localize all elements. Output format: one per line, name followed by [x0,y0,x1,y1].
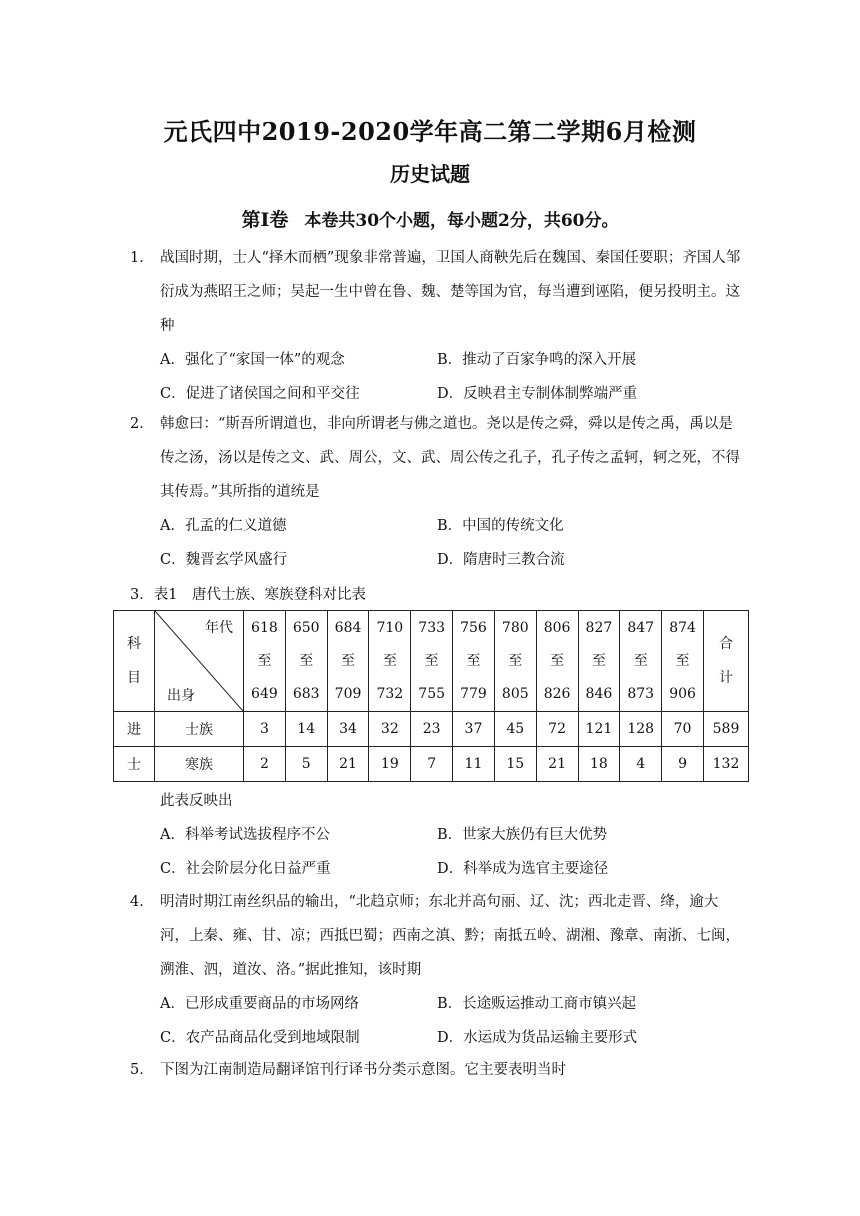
option-c: C．促进了诸侯国之间和平交往 [160,386,360,402]
question-4 [130,885,742,1055]
group-label-top: 进 [114,712,155,747]
question-number: 1． [130,250,154,266]
options [130,509,742,577]
table-cell: 4 [620,747,662,782]
question-stem [130,407,742,509]
group-label-bottom: 士 [114,747,155,782]
question-stem [130,885,742,987]
row-label: 士族 [155,712,244,747]
options [130,987,742,1055]
question-2 [130,407,742,577]
option-b: B．长途贩运推动工商市镇兴起 [437,996,637,1012]
exam-subtitle: 历史试题 [390,162,470,186]
table-cell: 32 [369,712,411,747]
period-header: 710 至 732 [369,611,411,712]
period-header: 780 至 805 [494,611,536,712]
period-header: 756 至 779 [453,611,495,712]
diagonal-header-cell [155,611,244,712]
options [130,343,742,411]
question-number: 4． [130,894,154,910]
option-d: D．水运成为货品运输主要形式 [437,1030,638,1046]
question-stem [130,241,742,343]
period-header: 874 至 906 [662,611,704,712]
section-description: 本卷共30个小题，每小题2分，共60分。 [304,211,619,231]
question-3-stem [130,580,366,610]
option-d: D．隋唐时三教合流 [437,552,565,568]
table-cell: 21 [536,747,578,782]
table-cell: 121 [578,712,620,747]
question-number: 2． [130,416,154,432]
option-c: C．农产品商品化受到地域限制 [160,1030,360,1046]
question-text: 战国时期，士人“择木而栖”现象非常普遍，卫国人商鞅先后在魏国、秦国任要职；齐国人邹衍成为燕昭王之师；吴起一生中曾在鲁、魏、楚等国为官，每当遭到诬陷，便另投明主。这种 [160,250,741,334]
option-b: B．中国的传统文化 [437,518,564,534]
row-label: 寒族 [155,747,244,782]
option-b: B．推动了百家争鸣的深入开展 [437,352,637,368]
table-cell: 9 [662,747,704,782]
table-cell: 7 [411,747,453,782]
table-cell: 23 [411,712,453,747]
period-header: 827 至 846 [578,611,620,712]
table-row [114,712,749,747]
period-header: 650 至 683 [285,611,327,712]
table-cell: 14 [285,712,327,747]
question-number: 3． [130,587,154,603]
table-cell: 11 [453,747,495,782]
option-d: D．反映君主专制体制弊端严重 [437,386,638,402]
option-d: D．科举成为选官主要途径 [437,861,609,877]
table-cell: 21 [327,747,369,782]
table-cell: 18 [578,747,620,782]
table-cell: 19 [369,747,411,782]
table-cell: 34 [327,712,369,747]
option-a: A．强化了“家国一体”的观念 [160,352,345,368]
option-a: A．孔孟的仁义道德 [160,518,287,534]
exam-table [113,610,749,782]
table-cell: 128 [620,712,662,747]
option-a: A．科举考试选拔程序不公 [160,827,330,843]
question-1 [130,241,742,411]
table-cell: 37 [453,712,495,747]
row-total: 132 [704,747,749,782]
section-label: 第Ⅰ卷 [241,209,289,231]
table-row [114,747,749,782]
question-text: 下图为江南制造局翻译馆刊行译书分类示意图。它主要表明当时 [160,1062,566,1078]
table-caption: 表1 唐代士族、寒族登科对比表 [153,587,366,603]
table-cell: 45 [494,712,536,747]
table-cell: 72 [536,712,578,747]
table-cell: 3 [244,712,286,747]
question-3-after [130,784,742,886]
option-c: C．社会阶层分化日益严重 [160,861,331,877]
option-a: A．已形成重要商品的市场网络 [160,996,359,1012]
question-5 [130,1053,742,1087]
question-text: 韩愈曰：“斯吾所谓道也，非向所谓老与佛之道也。尧以是传之舜，舜以是传之禹，禹以是传之汤，汤以是传之文、武、周公，文、武、周公传之孔子，孔子传之孟轲，轲之死，不得其传焉。”其所指的道统是 [160,416,740,500]
subject-header: 科 目 [114,611,155,712]
total-header: 合 计 [704,611,749,712]
period-header: 847 至 873 [620,611,662,712]
option-b: B．世家大族仍有巨大优势 [437,827,608,843]
table-cell: 2 [244,747,286,782]
option-c: C．魏晋玄学风盛行 [160,552,288,568]
question-text: 此表反映出 [160,793,233,809]
exam-title: 元氏四中2019-2020学年高二第二学期6月检测 [163,117,697,146]
year-label: 年代 [205,620,233,636]
section-heading [0,205,860,232]
table-cell: 5 [285,747,327,782]
period-header: 684 至 709 [327,611,369,712]
table-cell: 15 [494,747,536,782]
row-total: 589 [704,712,749,747]
table-cell: 70 [662,712,704,747]
period-header: 806 至 826 [536,611,578,712]
options [130,818,742,886]
question-text: 明清时期江南丝织品的输出，“北趋京师；东北并高句丽、辽、沈；西北走晋、绛，逾大河，上秦、雍、甘、凉；西抵巴蜀；西南之滇、黔；南抵五岭、湖湘、豫章、南浙、七闽，溯淮、泗，道汝、洛。”据此推知，该时期 [160,894,740,978]
origin-label: 出身 [167,688,195,704]
period-header: 618 至 649 [244,611,286,712]
question-stem [130,1053,742,1087]
period-header: 733 至 755 [411,611,453,712]
question-number: 5． [130,1062,154,1078]
